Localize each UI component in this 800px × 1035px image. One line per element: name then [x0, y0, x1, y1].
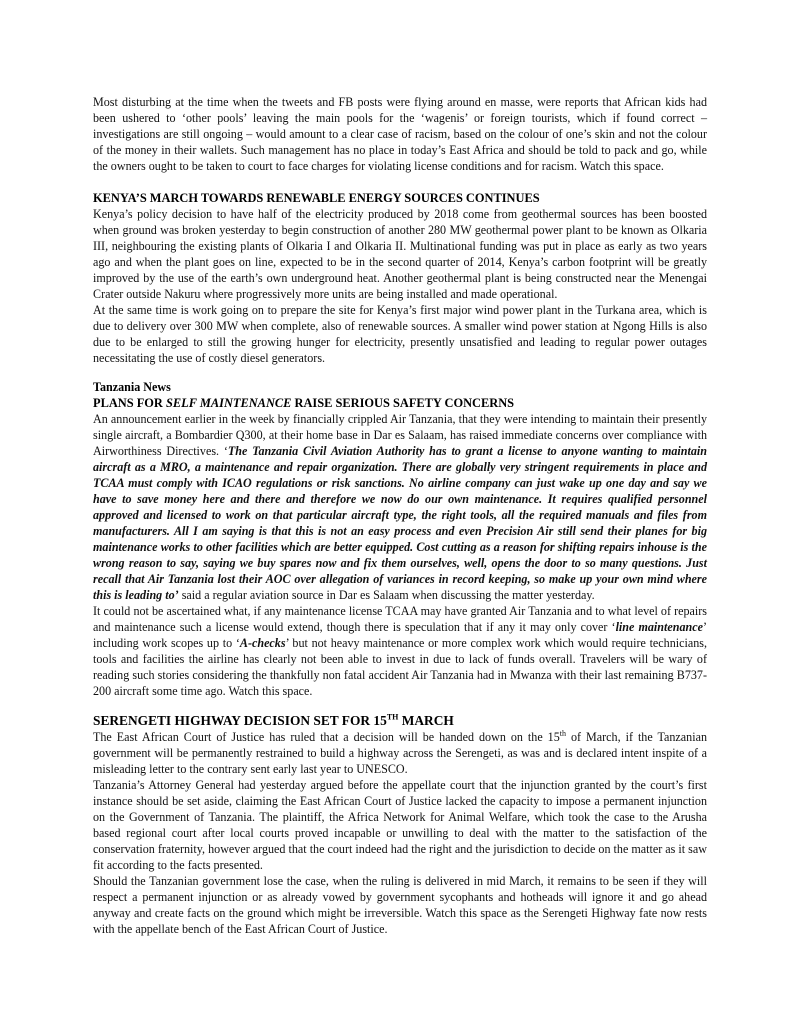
- kenya-heading: KENYA’S MARCH TOWARDS RENEWABLE ENERGY SOURCES CONTINUES: [93, 191, 540, 205]
- emphasis-term: line maintenance: [615, 620, 703, 634]
- spacer: [93, 366, 707, 379]
- serengeti-heading: [93, 713, 707, 729]
- paragraph-text: The East African Court of Justice has ruled that a decision will be handed down on the 15: [93, 730, 560, 744]
- paragraph-text: ’ including work scopes up to ‘: [93, 620, 707, 650]
- heading-italic: SELF MAINTENANCE: [165, 396, 292, 410]
- heading-part: MARCH: [398, 713, 454, 728]
- kenya-paragraph-2: At the same time is work going on to prepare the site for Kenya’s first major wind power plant in the Turkana area, which is due to delivery over 300 MW when complete, also of renewable sources. A smaller wind power station at Ngong Hills is also due to be enlarged to still the growing hunger for electricity, presently unsatisfied and leading to regular power outages necessitating the use of costly diesel generators.: [93, 303, 707, 365]
- spacer: [93, 174, 707, 190]
- paragraph-text: of March, if the Tanzanian government will be permanently restrained to build a highway across the Serengeti, as was and is declared intent inspite of a misleading letter to the contrary sent early last year to UNESCO.: [93, 730, 707, 776]
- heading-part: RAISE SERIOUS SAFETY CONCERNS: [291, 396, 515, 410]
- tanzania-article: [93, 379, 707, 699]
- spacer: [93, 699, 707, 713]
- section-label: Tanzania News: [93, 380, 171, 394]
- tanzania-paragraph-1: [93, 411, 707, 603]
- tanzania-paragraph-2: [93, 603, 707, 699]
- paragraph-text: ’ but not heavy maintenance or more complex work which would require technicians, tools and facilities the airline has clearly not been able to invest in due to lack of funds overall. Travelers will be wary of reading such stories considering the thankfully non fatal accident Air Tanzania had in Mwanza with their last remaining B737-200 aircraft some time ago. Watch this space.: [93, 636, 707, 698]
- source-quote: The Tanzania Civil Aviation Authority has to grant a license to anyone wanting to maintain aircraft as a MRO, a maintenance and repair organization. There are globally very stringent requirements in place and TCAA must comply with ICAO regulations or risk sanctions. No airline company can just wake up one day and say we have to save money here and there and therefore we now do our own maintenance. It requires qualified personnel approved and licensed to work on that particular aircraft type, the right tools, all the required manuals and files from manufacturers. All I am saying is that this is not an easy process and even Precision Air still send their planes for big maintenance works to other facilities which are better equipped. Cost cutting as a reason for shifting repairs inhouse is the wrong reason to say, saying we buy spares now and fix them ourselves, well, opens the door to so many questions. Just recall that Air Tanzania lost their AOC over allegation of variances in record keeping, so make up your own mind where this is leading to’: [93, 444, 707, 602]
- paragraph-text: It could not be ascertained what, if any maintenance license TCAA may have granted Air Tanzania and to what level of repairs and maintenance such a license would extend, though there is speculation that if any it may only cover ‘: [93, 604, 707, 634]
- kenya-article: [93, 190, 707, 366]
- intro-paragraph: Most disturbing at the time when the tweets and FB posts were flying around en masse, were reports that African kids had been ushered to ‘other pools’ leaving the main pools for the ‘wagenis’ or foreign tourists, which if found correct – investigations are still ongoing – would amount to a clear case of racism, based on the colour of one’s skin and not the colour of the money in their wallets. Such management has no place in today’s East Africa and should be told to pack and go, while the owners ought to be taken to court to face charges for violating license conditions and for racism. Watch this space.: [93, 95, 707, 173]
- heading-part: PLANS FOR: [93, 396, 166, 410]
- serengeti-paragraph-2: Tanzania’s Attorney General had yesterday argued before the appellate court that the injunction granted by the court’s first instance should be set aside, claiming the East African Court of Justice lacked the capacity to impose a permanent injunction on the Government of Tanzania. The plaintiff, the Africa Network for Animal Welfare, which took the case to the Arusha based regional court after local courts proved incapable or unwilling to deal with the matter to the satisfaction of the conservation fraternity, however argued that the court indeed had the right and the jurisdiction to decide on the matter as it saw fit according to the facts presented.: [93, 778, 707, 872]
- paragraph-text: An announcement earlier in the week by financially crippled Air Tanzania, that they were intending to maintain their presently single aircraft, a Bombardier Q300, at their home base in Dar es Salaam, has raised immediate concerns over compliance with Airworthiness Directives. ‘: [93, 412, 707, 458]
- date-superscript: th: [559, 728, 566, 738]
- heading-part: SERENGETI HIGHWAY DECISION SET FOR 15: [93, 713, 387, 728]
- emphasis-term: A-checks: [239, 636, 286, 650]
- tanzania-heading: [93, 395, 707, 411]
- paragraph-text: said a regular aviation source in Dar es Salaam when discussing the matter yesterday.: [178, 588, 595, 602]
- serengeti-paragraph-1: [93, 729, 707, 777]
- kenya-paragraph-1: Kenya’s policy decision to have half of the electricity produced by 2018 come from geothermal sources has been boosted when ground was broken yesterday to begin construction of another 280 MW geothermal power plant to be known as Olkaria III, neighbouring the existing plants of Olkaria I and Olkaria II. Multinational funding was put in place as early as two years ago and when the plant goes on line, expected to be in the second quarter of 2014, Kenya’s carbon footprint will be greatly improved by the use of the earth’s own underground heat. Another geothermal plant is being constructed near the Menengai Crater outside Nakuru where progressively more units are being installed and made operational.: [93, 207, 707, 301]
- heading-superscript: TH: [386, 712, 399, 722]
- serengeti-article: [93, 713, 707, 937]
- serengeti-paragraph-3: Should the Tanzanian government lose the case, when the ruling is delivered in mid March, it remains to be seen if they will respect a permanent injunction or as already vowed by government sycophants and hotheads will ignore it and go ahead anyway and create facts on the ground which might be irreversible. Watch this space as the Serengeti Highway fate now rests with the appellate bench of the East African Court of Justice.: [93, 874, 707, 936]
